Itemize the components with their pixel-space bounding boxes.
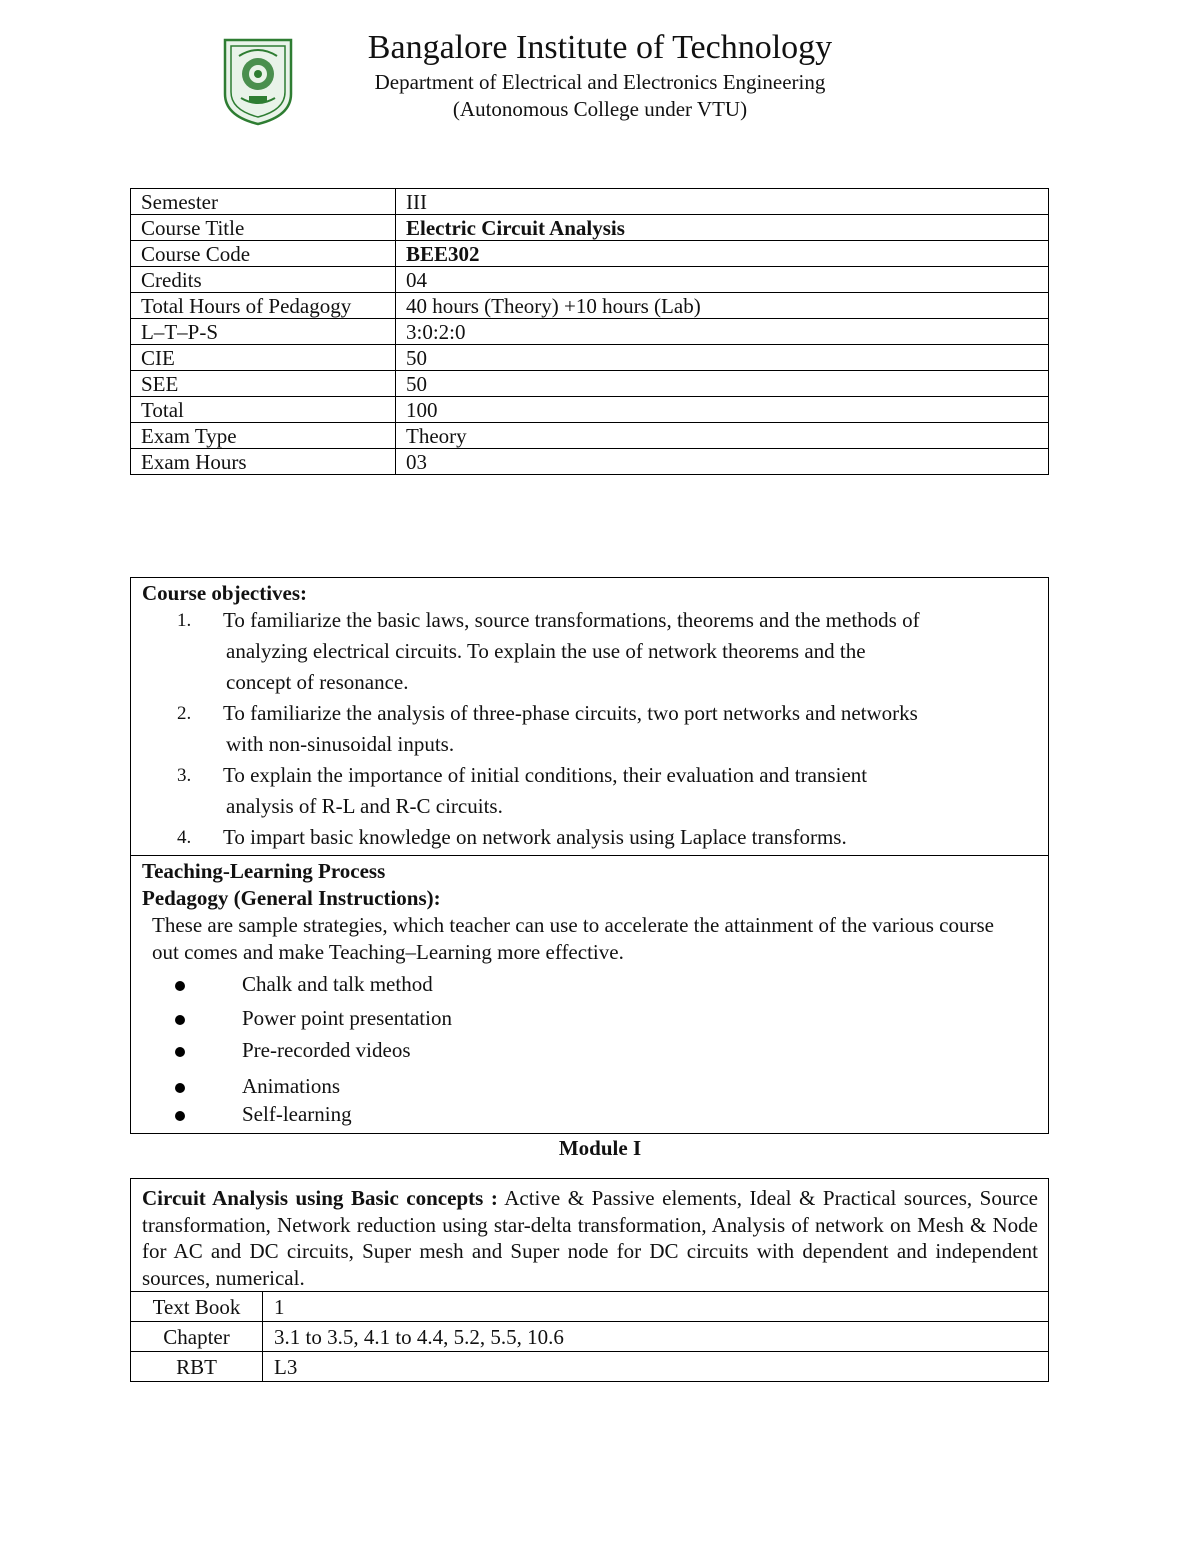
objective-line: analysis of R-L and R-C circuits.	[226, 794, 503, 818]
course-info-row	[131, 189, 1049, 215]
course-info-value: 04	[396, 267, 1049, 293]
module-reference-key: Chapter	[131, 1322, 263, 1352]
objective-number: 1.	[177, 610, 192, 631]
course-info-value: BEE302	[396, 241, 1049, 267]
objective-line: To impart basic knowledge on network analysis using Laplace transforms.	[223, 825, 847, 849]
method-label: Chalk and talk method	[242, 972, 433, 996]
module-description	[142, 1185, 1038, 1291]
course-info-label: L–T–P-S	[131, 319, 396, 345]
objective-line: with non-sinusoidal inputs.	[226, 732, 455, 756]
module-reference-value: 1	[263, 1292, 1049, 1322]
course-info-row	[131, 241, 1049, 267]
objective-number: 3.	[177, 765, 192, 786]
course-info-label: Course Code	[131, 241, 396, 267]
section-divider	[131, 855, 1048, 856]
course-info-row	[131, 371, 1049, 397]
method-label: Pre-recorded videos	[242, 1038, 411, 1062]
objective-line: To explain the importance of initial conditions, their evaluation and transient	[223, 763, 868, 787]
method-label: Power point presentation	[242, 1006, 452, 1030]
course-info-label: Total	[131, 397, 396, 423]
course-info-row	[131, 449, 1049, 475]
module-title: Module I	[558, 1136, 642, 1160]
course-info-value: 50	[396, 345, 1049, 371]
bullet-icon	[175, 1083, 185, 1093]
module-reference-value: L3	[263, 1352, 1049, 1382]
course-info-label: CIE	[131, 345, 396, 371]
course-info-value: 100	[396, 397, 1049, 423]
objective-number: 4.	[177, 827, 192, 848]
module-reference-row	[131, 1352, 1049, 1382]
module-reference-value: 3.1 to 3.5, 4.1 to 4.4, 5.2, 5.5, 10.6	[263, 1322, 1049, 1352]
course-info-value: Electric Circuit Analysis	[396, 215, 1049, 241]
objective-line: analyzing electrical circuits. To explain the use of network theorems and the	[226, 639, 866, 663]
course-info-label: Semester	[131, 189, 396, 215]
objective-line: To familiarize the basic laws, source transformations, theorems and the methods of	[223, 608, 920, 632]
course-info-row	[131, 423, 1049, 449]
bullet-icon	[175, 1047, 185, 1057]
objective-line: concept of resonance.	[226, 670, 409, 694]
bullet-icon	[175, 1111, 185, 1121]
module-topic-text: Active & Passive elements, Ideal & Practical sources, Source transformation, Network reduction using star-delta transformation, Analysis of network on Mesh & Node for AC and DC circuits, Super mesh and Super node for DC circuits with dependent and independent sources, numerical.	[142, 1186, 1038, 1290]
course-info-label: Exam Hours	[131, 449, 396, 475]
bullet-icon	[175, 981, 185, 991]
course-info-row	[131, 319, 1049, 345]
course-info-table	[130, 188, 1049, 475]
course-info-label: Total Hours of Pedagogy	[131, 293, 396, 319]
course-info-value: 3:0:2:0	[396, 319, 1049, 345]
course-info-row	[131, 397, 1049, 423]
course-info-value: 03	[396, 449, 1049, 475]
objectives-title: Course objectives:	[142, 581, 308, 605]
objective-number: 2.	[177, 703, 192, 724]
module-reference-key: Text Book	[131, 1292, 263, 1322]
teaching-learning-title: Teaching-Learning Process	[142, 859, 386, 883]
course-info-row	[131, 215, 1049, 241]
autonomous-note: (Autonomous College under VTU)	[452, 97, 748, 121]
department-name: Department of Electrical and Electronics Engineering	[374, 70, 826, 94]
objective-line: To familiarize the analysis of three-phase circuits, two port networks and networks	[223, 701, 918, 725]
course-info-row	[131, 267, 1049, 293]
pedagogy-subtitle: Pedagogy (General Instructions):	[142, 886, 441, 910]
course-info-row	[131, 293, 1049, 319]
course-info-label: Exam Type	[131, 423, 396, 449]
module-reference-row	[131, 1292, 1049, 1322]
course-info-value: 50	[396, 371, 1049, 397]
method-label: Animations	[242, 1074, 340, 1098]
pedagogy-description: These are sample strategies, which teacher can use to accelerate the attainment of the various course out comes and make Teaching–Learning more effective.	[152, 913, 994, 964]
course-info-value: III	[396, 189, 1049, 215]
objectives-pedagogy-box	[130, 577, 1049, 1134]
course-info-label: Course Title	[131, 215, 396, 241]
course-info-label: Credits	[131, 267, 396, 293]
module-reference-row	[131, 1322, 1049, 1352]
institute-name: Bangalore Institute of Technology	[367, 29, 833, 66]
course-info-label: SEE	[131, 371, 396, 397]
course-info-value: Theory	[396, 423, 1049, 449]
course-info-value: 40 hours (Theory) +10 hours (Lab)	[396, 293, 1049, 319]
module-reference-table	[130, 1291, 1049, 1382]
module-content-box	[130, 1178, 1049, 1292]
method-label: Self-learning	[242, 1102, 352, 1126]
module-reference-key: RBT	[131, 1352, 263, 1382]
bullet-icon	[175, 1015, 185, 1025]
institute-logo-emblem	[219, 34, 297, 126]
course-info-row	[131, 345, 1049, 371]
module-topic-heading: Circuit Analysis using Basic concepts :	[142, 1186, 498, 1210]
